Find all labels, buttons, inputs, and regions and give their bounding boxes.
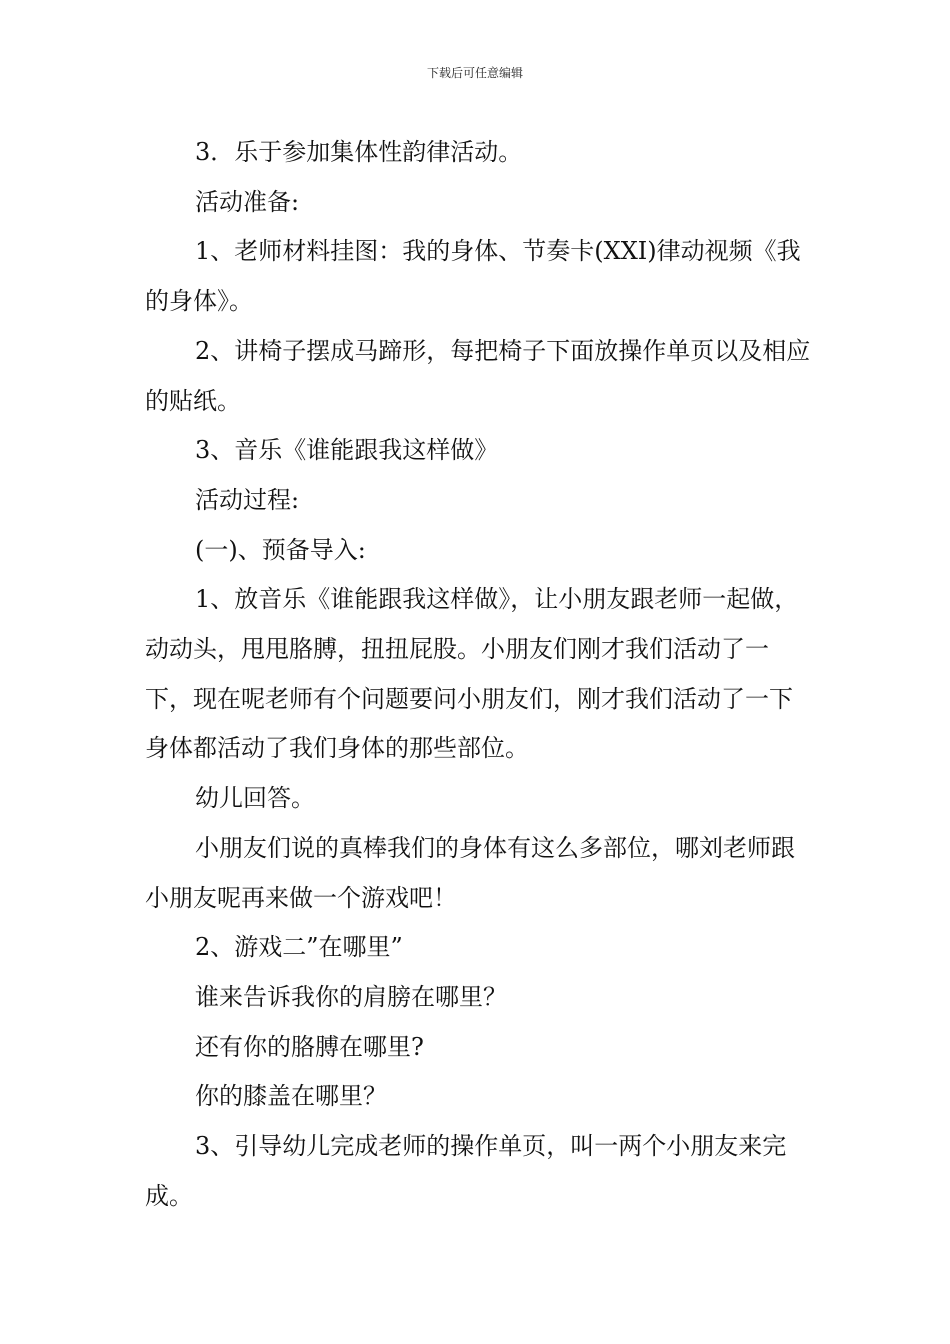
page-header: 下载后可任意编辑 bbox=[426, 66, 523, 80]
paragraph-prep-2: 2、讲椅子摆成马蹄形，每把椅子下面放操作单页以及相应的贴纸。 bbox=[145, 336, 811, 415]
document-body bbox=[145, 128, 815, 1221]
paragraph-teacher-praise: 小朋友们说的真棒我们的身体有这么多部位，哪刘老师跟小朋友呢再来做一个游戏吧！ bbox=[145, 833, 795, 912]
paragraph-question-shoulder: 谁来告诉我你的肩膀在哪里？ bbox=[195, 982, 507, 1011]
section-heading-preparation: 活动准备: bbox=[195, 187, 300, 216]
paragraph-step-3: 3、引导幼儿完成老师的操作单页，叫一两个小朋友来完成。 bbox=[145, 1132, 787, 1210]
paragraph-goal-3: 3．乐于参加集体性韵律活动。 bbox=[195, 138, 523, 166]
paragraph-question-knee: 你的膝盖在哪里？ bbox=[195, 1082, 387, 1111]
paragraph-prep-3: 3、音乐《谁能跟我这样做》 bbox=[195, 436, 499, 465]
subsection-heading-intro: (一)、预备导入: bbox=[195, 535, 366, 564]
paragraph-question-arm: 还有你的胳膊在哪里? bbox=[195, 1032, 424, 1061]
section-heading-process: 活动过程: bbox=[195, 485, 300, 514]
paragraph-prep-1: 1、老师材料挂图：我的身体、节奏卡(XXI)律动视频《我的身体》。 bbox=[145, 237, 801, 316]
paragraph-game-2: 2、游戏二”在哪里” bbox=[195, 933, 403, 962]
paragraph-intro-step-1: 1、放音乐《谁能跟我这样做》，让小朋友跟老师一起做，动动头，甩甩胳膊，扭扭屁股。小朋友们刚才我们活动了一下，现在呢老师有个问题要问小朋友们，刚才我们活动了一下身体都活动了我们身体的那些部位。 bbox=[145, 585, 799, 763]
paragraph-children-answer: 幼儿回答。 bbox=[195, 784, 315, 813]
